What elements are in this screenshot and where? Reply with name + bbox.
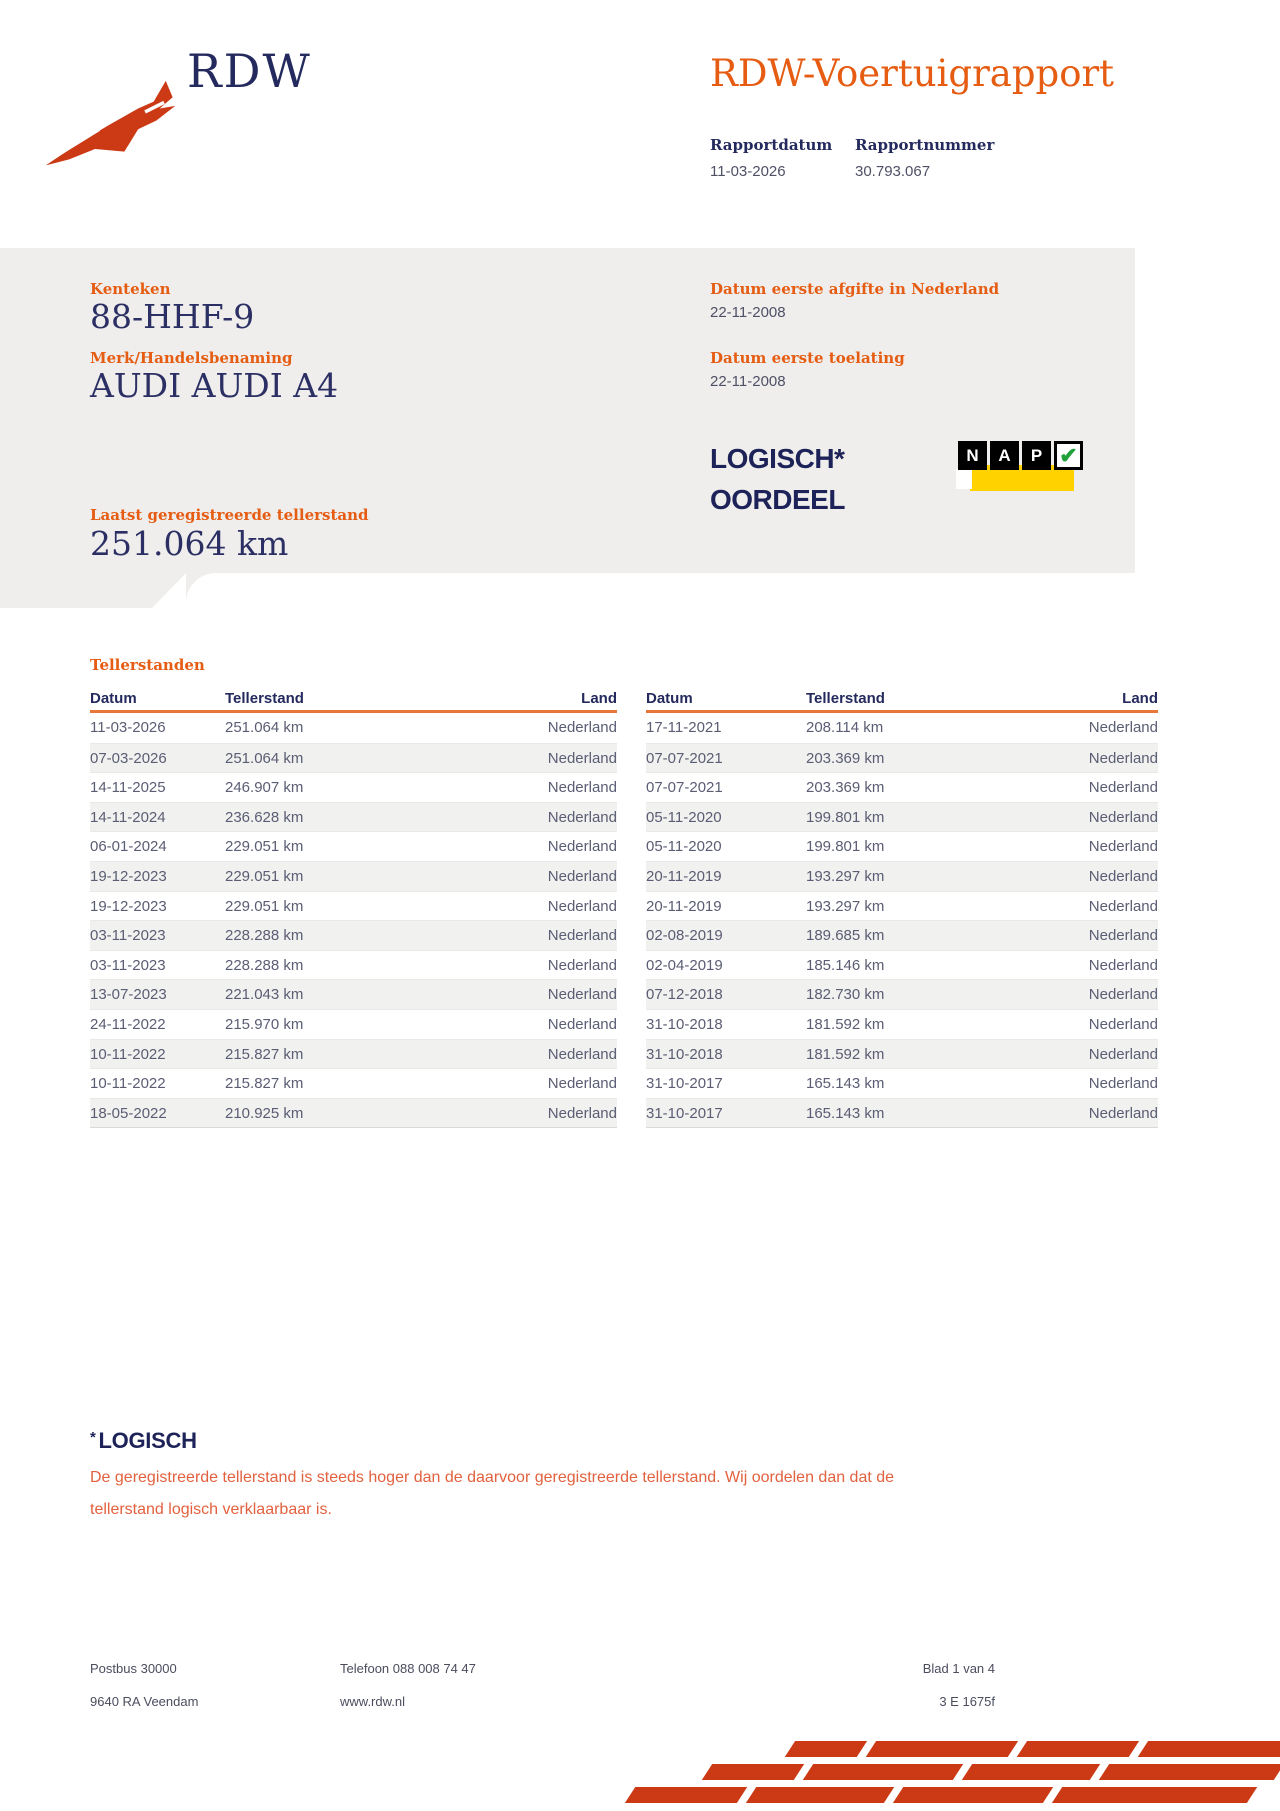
nap-checkmark-icon: ✔	[1054, 441, 1083, 470]
cell-tellerstand: 203.369 km	[806, 749, 885, 767]
cell-tellerstand: 229.051 km	[225, 838, 304, 856]
cell-land: Nederland	[1088, 1015, 1158, 1033]
laatste-tellerstand-value: 251.064 km	[90, 524, 289, 563]
footer-website: www.rdw.nl	[340, 1694, 406, 1709]
cell-tellerstand: 193.297 km	[806, 897, 885, 915]
cell-tellerstand: 193.297 km	[806, 867, 885, 885]
cell-land: Nederland	[547, 1104, 617, 1122]
cell-land: Nederland	[547, 956, 617, 974]
table-row	[90, 950, 617, 980]
cell-land: Nederland	[1088, 719, 1158, 736]
vehicle-summary-panel	[0, 248, 1135, 573]
cell-datum: 14-11-2024	[90, 808, 166, 826]
nap-white-chip	[956, 469, 972, 489]
cell-tellerstand: 165.143 km	[806, 1104, 885, 1122]
cell-land: Nederland	[547, 927, 617, 945]
cell-tellerstand: 215.827 km	[225, 1075, 304, 1093]
col-header-datum: Datum	[90, 690, 137, 707]
cell-land: Nederland	[547, 838, 617, 856]
cell-land: Nederland	[547, 867, 617, 885]
kenteken-label: Kenteken	[90, 280, 171, 298]
cell-land: Nederland	[547, 1075, 617, 1093]
table-row	[90, 743, 617, 773]
report-number-label: Rapportnummer	[855, 136, 995, 154]
table-row	[646, 1068, 1158, 1098]
oordeel-line1: LOGISCH*	[710, 443, 845, 474]
table-row	[646, 831, 1158, 861]
table-row	[90, 1009, 617, 1039]
cell-land: Nederland	[547, 779, 617, 797]
footer-doc-code: 3 E 1675f	[939, 1694, 995, 1709]
laatste-tellerstand-label: Laatst geregistreerde tellerstand	[90, 506, 369, 524]
table-row	[90, 891, 617, 921]
nap-letter-n: N	[958, 441, 987, 470]
table-row	[646, 713, 1158, 743]
cell-land: Nederland	[547, 1015, 617, 1033]
footer-address-line2: 9640 RA Veendam	[90, 1694, 199, 1709]
cell-datum: 31-10-2018	[646, 1045, 723, 1063]
nap-letter-p: P	[1022, 441, 1051, 470]
col-header-tellerstand: Tellerstand	[225, 690, 304, 707]
footer-page-number: Blad 1 van 4	[922, 1661, 995, 1676]
nap-letter-a: A	[990, 441, 1019, 470]
cell-land: Nederland	[1088, 749, 1158, 767]
cell-datum: 02-08-2019	[646, 927, 723, 945]
explanation-line1: De geregistreerde tellerstand is steeds hoger dan de daarvoor geregistreerde tellerstand. Wij oordelen dan dat de	[90, 1469, 895, 1486]
cell-datum: 07-12-2018	[646, 986, 723, 1004]
table-row	[90, 1068, 617, 1098]
cell-land: Nederland	[1088, 779, 1158, 797]
table-row	[90, 772, 617, 802]
cell-datum: 31-10-2017	[646, 1104, 723, 1122]
table-row	[646, 1009, 1158, 1039]
logisch-explanation	[90, 1462, 1180, 1526]
toelating-label: Datum eerste toelating	[710, 349, 905, 367]
cell-tellerstand: 165.143 km	[806, 1075, 885, 1093]
cell-datum: 31-10-2017	[646, 1075, 723, 1093]
table-row	[90, 1039, 617, 1069]
table-row	[90, 861, 617, 891]
merk-value: AUDI AUDI A4	[90, 366, 339, 405]
cell-datum: 31-10-2018	[646, 1015, 723, 1033]
page-title: RDW-Voertuigrapport	[710, 52, 1115, 95]
cell-tellerstand: 185.146 km	[806, 956, 885, 974]
cell-land: Nederland	[1088, 867, 1158, 885]
cell-land: Nederland	[1088, 808, 1158, 826]
table-row	[646, 920, 1158, 950]
table-row	[90, 920, 617, 950]
cell-tellerstand: 236.628 km	[225, 808, 304, 826]
merk-label: Merk/Handelsbenaming	[90, 349, 293, 367]
footer-address-line1: Postbus 30000	[90, 1661, 177, 1676]
table-row	[646, 743, 1158, 773]
table-row	[90, 1098, 617, 1128]
table-body-left	[90, 713, 617, 1128]
cell-land: Nederland	[1088, 897, 1158, 915]
col-header-land: Land	[581, 690, 617, 707]
cell-datum: 19-12-2023	[90, 897, 167, 915]
cell-datum: 20-11-2019	[646, 867, 722, 885]
report-date-label: Rapportdatum	[710, 136, 833, 154]
cell-land: Nederland	[547, 986, 617, 1004]
oordeel-text	[710, 438, 845, 520]
cell-datum: 17-11-2021	[646, 719, 722, 736]
cell-land: Nederland	[1088, 1075, 1158, 1093]
afgifte-label: Datum eerste afgifte in Nederland	[710, 280, 1000, 298]
report-date-value: 11-03-2026	[710, 163, 786, 180]
table-row	[646, 979, 1158, 1009]
cell-tellerstand: 181.592 km	[806, 1015, 885, 1033]
explanation-line2: tellerstand logisch verklaarbaar is.	[90, 1501, 332, 1518]
cell-datum: 06-01-2024	[90, 838, 167, 856]
cell-land: Nederland	[1088, 927, 1158, 945]
logisch-heading	[90, 1428, 197, 1454]
cell-datum: 05-11-2020	[646, 808, 722, 826]
cell-datum: 24-11-2022	[90, 1015, 166, 1033]
cell-land: Nederland	[1088, 986, 1158, 1004]
table-row	[646, 1098, 1158, 1128]
cell-datum: 13-07-2023	[90, 986, 167, 1004]
table-row	[90, 713, 617, 743]
cell-land: Nederland	[1088, 838, 1158, 856]
table-row	[90, 802, 617, 832]
cell-datum: 14-11-2025	[90, 779, 166, 797]
cell-datum: 07-07-2021	[646, 749, 723, 767]
cell-land: Nederland	[547, 1045, 617, 1063]
tellerstanden-table-left	[90, 690, 617, 1128]
cell-datum: 10-11-2022	[90, 1045, 166, 1063]
cell-land: Nederland	[547, 749, 617, 767]
table-row	[646, 950, 1158, 980]
cell-tellerstand: 228.288 km	[225, 927, 304, 945]
table-row	[90, 831, 617, 861]
oordeel-line2: OORDEEL	[710, 484, 845, 515]
footer-phone: Telefoon 088 008 74 47	[340, 1661, 476, 1676]
cell-datum: 11-03-2026	[90, 719, 166, 736]
report-number-value: 30.793.067	[855, 163, 931, 180]
table-row	[646, 802, 1158, 832]
panel-corner-tab	[0, 573, 186, 608]
col-header-land: Land	[1122, 690, 1158, 707]
tellerstanden-section-title: Tellerstanden	[90, 656, 205, 674]
cell-tellerstand: 189.685 km	[806, 927, 885, 945]
cell-datum: 07-07-2021	[646, 779, 723, 797]
cell-datum: 19-12-2023	[90, 867, 167, 885]
cell-datum: 03-11-2023	[90, 956, 166, 974]
cell-datum: 03-11-2023	[90, 927, 166, 945]
cell-tellerstand: 251.064 km	[225, 749, 304, 767]
cell-datum: 07-03-2026	[90, 749, 167, 767]
cell-datum: 05-11-2020	[646, 838, 722, 856]
cell-land: Nederland	[1088, 1045, 1158, 1063]
cell-tellerstand: 246.907 km	[225, 779, 304, 797]
cell-tellerstand: 199.801 km	[806, 838, 885, 856]
cell-tellerstand: 229.051 km	[225, 867, 304, 885]
rdw-wordmark: RDW	[187, 44, 312, 98]
tellerstanden-table-right	[646, 690, 1158, 1128]
cell-land: Nederland	[547, 719, 617, 736]
col-header-tellerstand: Tellerstand	[806, 690, 885, 707]
rdw-speed-stripes-graphic	[625, 1741, 1280, 1803]
logisch-heading-text: LOGISCH	[98, 1428, 197, 1453]
cell-tellerstand: 210.925 km	[225, 1104, 304, 1122]
table-header	[646, 690, 1158, 713]
table-row	[646, 861, 1158, 891]
asterisk-mark: *	[90, 1429, 96, 1446]
table-row	[646, 891, 1158, 921]
cell-land: Nederland	[547, 808, 617, 826]
kenteken-value: 88-HHF-9	[90, 297, 255, 336]
cell-datum: 18-05-2022	[90, 1104, 167, 1122]
table-header	[90, 690, 617, 713]
cell-datum: 10-11-2022	[90, 1075, 166, 1093]
rdw-flag-logo-icon	[45, 75, 183, 167]
cell-tellerstand: 199.801 km	[806, 808, 885, 826]
cell-tellerstand: 181.592 km	[806, 1045, 885, 1063]
col-header-datum: Datum	[646, 690, 693, 707]
cell-land: Nederland	[1088, 956, 1158, 974]
cell-tellerstand: 215.827 km	[225, 1045, 304, 1063]
table-row	[646, 772, 1158, 802]
cell-tellerstand: 215.970 km	[225, 1015, 304, 1033]
table-row	[646, 1039, 1158, 1069]
cell-tellerstand: 221.043 km	[225, 986, 304, 1004]
cell-datum: 02-04-2019	[646, 956, 723, 974]
cell-tellerstand: 208.114 km	[806, 719, 884, 736]
afgifte-value: 22-11-2008	[710, 304, 786, 321]
cell-tellerstand: 228.288 km	[225, 956, 304, 974]
cell-tellerstand: 229.051 km	[225, 897, 304, 915]
cell-tellerstand: 251.064 km	[225, 719, 304, 736]
cell-datum: 20-11-2019	[646, 897, 722, 915]
cell-tellerstand: 203.369 km	[806, 779, 885, 797]
table-row	[90, 979, 617, 1009]
panel-rounded-corner	[186, 573, 216, 603]
cell-land: Nederland	[1088, 1104, 1158, 1122]
toelating-value: 22-11-2008	[710, 373, 786, 390]
table-body-right	[646, 713, 1158, 1128]
nap-logo	[958, 441, 1076, 493]
cell-land: Nederland	[547, 897, 617, 915]
cell-tellerstand: 182.730 km	[806, 986, 885, 1004]
